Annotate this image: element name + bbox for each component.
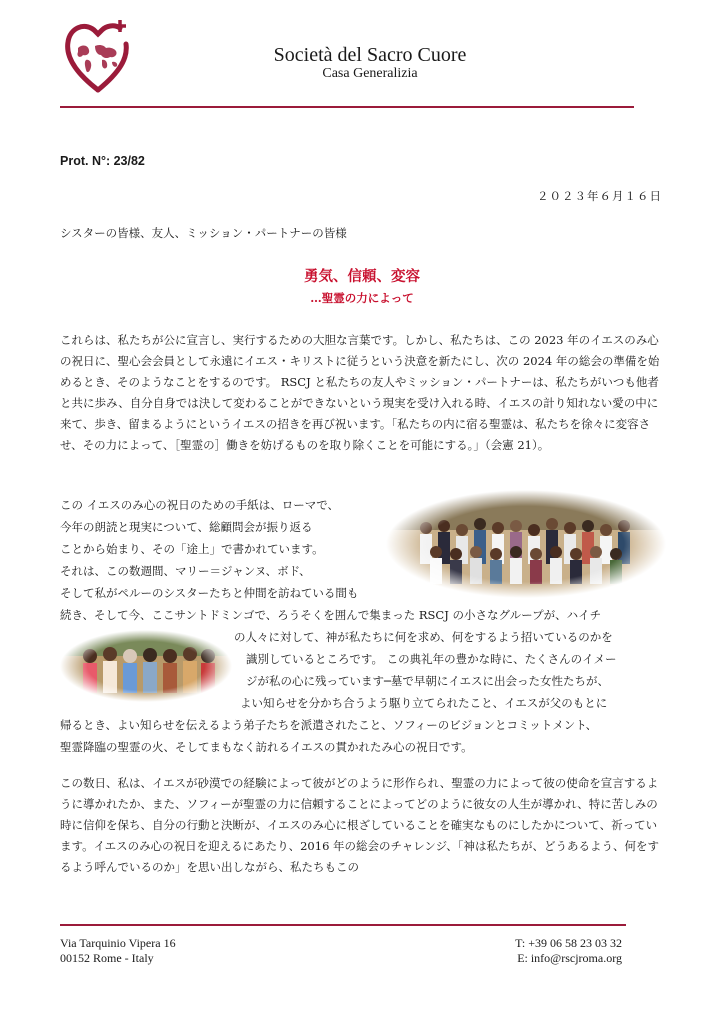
footer-email: E: info@rscjroma.org [517, 951, 622, 965]
paragraph-2-line: そして私がペルーのシスターたちと仲間を訪ねている間も [60, 586, 359, 600]
group-photo-large [386, 490, 666, 598]
letter-subtitle: …聖霊の力によって [310, 291, 414, 305]
paragraph-2-line: ことから始まり、その「途上」で書かれています。 [60, 542, 324, 556]
footer-address-line-2: 00152 Rome - Italy [60, 951, 154, 965]
heart-world-map-cross-logo [62, 14, 134, 96]
paragraph-2-line: ジが私の心に残っています─墓で早朝にイエスに出会った女性たちが、 [246, 674, 609, 688]
greeting: シスターの皆様、友人、ミッション・パートナーの皆様 [60, 226, 347, 240]
paragraph-2-line: よい知らせを分かち合うよう駆り立てられたこと、イエスが父のもとに [240, 696, 608, 710]
org-subtitle: Casa Generalizia [322, 66, 418, 81]
protocol-number: Prot. N°: 23/82 [60, 154, 145, 168]
group-photo-small [60, 630, 232, 702]
paragraph-2-line: それは、この数週間、マリー＝ジャンヌ、ボド、 [60, 564, 311, 578]
paragraph-2-line: 識別しているところです。 この典礼年の豊かな時に、たくさんのイメー [246, 652, 617, 666]
paragraph-2-line: この イエスのみ心の祝日のための手紙は、ローマで、 [60, 498, 339, 512]
paragraph-2-line: 続き、そして今、ここサントドミンゴで、ろうそくを囲んで集まった RSCJ の小さなグループが、ハイチ [60, 608, 602, 622]
paragraph-3: この数日、私は、イエスが砂漠での経験によって彼がどのように形作られ、聖霊の力によって彼の使命を宣言するように導かれたか、また、ソフィーが聖霊の力に信頼することによってどのように彼女の人生が導かれ、特に苦しみの時に信仰を保ち、自分の行動と決断が、イエスのみ心に根ざしていることを確実なものにしたかについて、祈っています。イエスのみ心の祝日を迎えるにあたり、2016 年の総会のチャレンジ、「神は私たちが、どうあるよう、何をするよう呼んでいるのか」を思い出しながら、私たちもこの [60, 776, 659, 874]
footer-address-line-1: Via Tarquinio Vipera 16 [60, 936, 176, 950]
paragraph-2-line: 帰るとき、よい知らせを伝えるよう弟子たちを派遣されたこと、ソフィーのビジョンとコミットメント、 [60, 718, 598, 732]
paragraph-1: これらは、私たちが公に宣言し、実行するための大胆な言葉です。しかし、私たちは、この 2023 年のイエスのみ心の祝日に、聖心会会員として永遠にイエス・キリストに従うという決意を新たにし、次の 2024 年の総会の準備を始めるとき、そのようなことをするのです。 RSCJ と私たちの友人やミッション・パートナーは、私たちがいつも他者と共に歩み、自分自身では決して変わることができないという現実を受け入れる時、イエスの計り知れない愛の中に来て、歩き、留まるようにというイエスの招きを再び祝います。「私たちの内に宿る聖霊は、私たちを徐々に変容させ、その力によって、［聖霊の］働きを妨げるものを取り除くことを可能にする。」（会憲 21）。 [60, 333, 660, 452]
header-divider [60, 106, 634, 108]
letter-date: ２０２３年６月１６日 [537, 189, 662, 203]
paragraph-2-line: 聖霊降臨の聖霊の火、そしてまもなく訪れるイエスの貫かれたみ心の祝日です。 [60, 740, 473, 754]
paragraph-2-line: 今年の朗読と現実について、総顧問会が振り返る [60, 520, 313, 534]
letter-title: 勇気、信頼、変容 [304, 268, 420, 285]
footer-phone: T: +39 06 58 23 03 32 [515, 936, 622, 950]
paragraph-2-line: の人々に対して、神が私たちに何を求め、何をするよう招いているのかを [234, 630, 613, 644]
footer-divider [60, 924, 626, 926]
org-name: Società del Sacro Cuore [273, 44, 467, 66]
